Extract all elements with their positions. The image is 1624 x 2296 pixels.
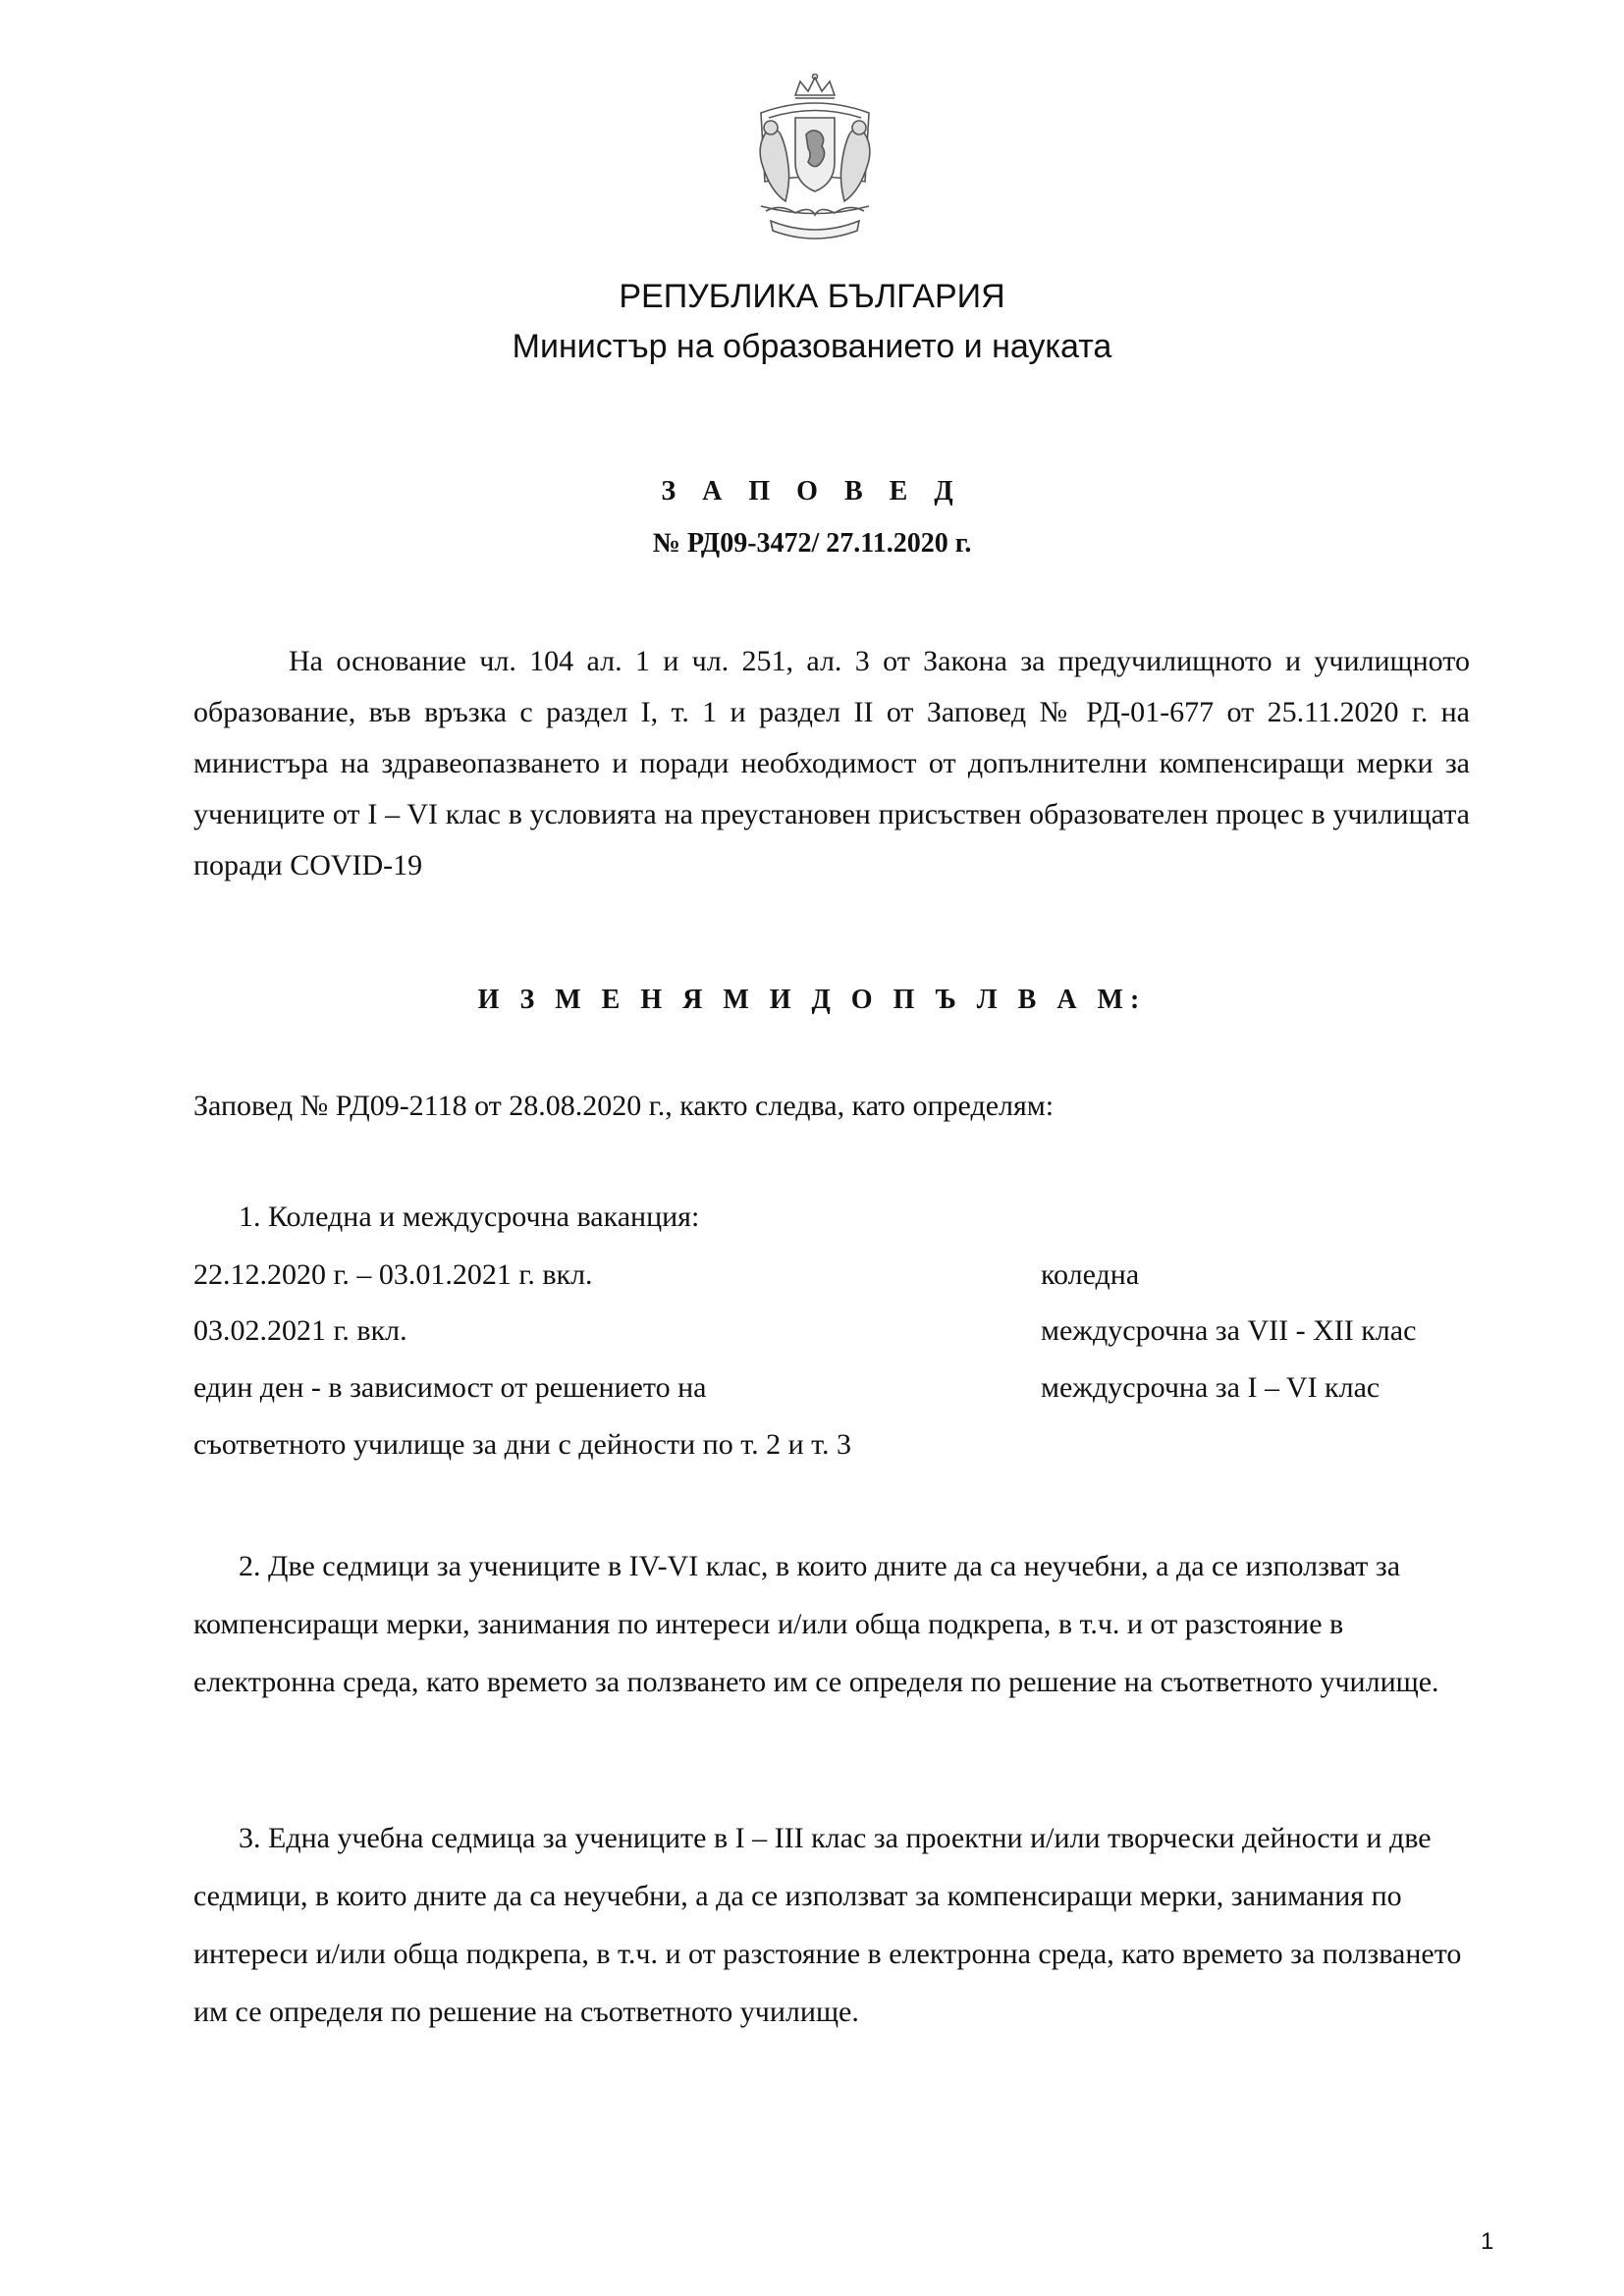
amend-line: Заповед № РД09-2118 от 28.08.2020 г., както следва, като определям: [193,1090,1055,1122]
intro-text: На основание чл. 104 ал. 1 и чл. 251, ал. 3 от Закона за предучилищното и училищното образование, във връзка с раздел I, т. 1 и раздел II от Заповед № РД-01-677 от 25.11.2020 г. на министъра на здравеопазването и поради необходимост от допълнителни компенсиращи мерки за учениците от I – VI клас в условията на преустановен присъствен образователен процес в училищата поради COVID-19 [193,645,1470,881]
page-number: 1 [1481,2228,1494,2255]
order-number: № РД09-3472/ 27.11.2020 г. [652,528,972,559]
amend-heading: И З М Е Н Я М И Д О П Ъ Л В А М: [477,985,1147,1015]
item1-row-date: 03.02.2021 г. вкл. [193,1314,407,1347]
item1-label: 1. Коледна и междусрочна ваканция: [239,1201,700,1233]
item1-row-date: 22.12.2020 г. – 03.01.2021 г. вкл. [193,1258,593,1291]
item1-row-date: един ден - в зависимост от решението на [193,1371,707,1404]
item1-row-type: междусрочна за VII - XII клас [1041,1314,1417,1347]
item1-continuation: съответното училище за дни с дейности по т. 2 и т. 3 [193,1428,852,1461]
header-country: РЕПУБЛИКА БЪЛГАРИЯ [619,278,1005,315]
header-ministry: Министър на образованието и науката [512,328,1112,365]
item1-row-type: междусрочна за I – VI клас [1041,1371,1380,1404]
order-heading: З А П О В Е Д [661,476,963,507]
intro-paragraph [193,636,1470,891]
item2-paragraph: 2. Две седмици за учениците в IV-VI клас, в които дните да са неучебни, а да се използват за компенсиращи мерки, занимания по интереси и/или обща подкрепа, в т.ч. и от разстояние в електронна среда, като времето за ползването им се определя по решение на съответното училище. [193,1550,1439,1698]
item3-paragraph: 3. Една учебна седмица за учениците в I – III клас за проектни и/или творчески дейности и две седмици, в които дните да са неучебни, а да се използват за компенсиращи мерки, занимания по интереси и/или обща подкрепа, в т.ч. и от разстояние в електронна среда, като времето за ползването им се определя по решение на съответното училище. [193,1822,1462,2028]
coat-of-arms-icon [741,74,889,245]
item1-row-type: коледна [1041,1258,1140,1291]
